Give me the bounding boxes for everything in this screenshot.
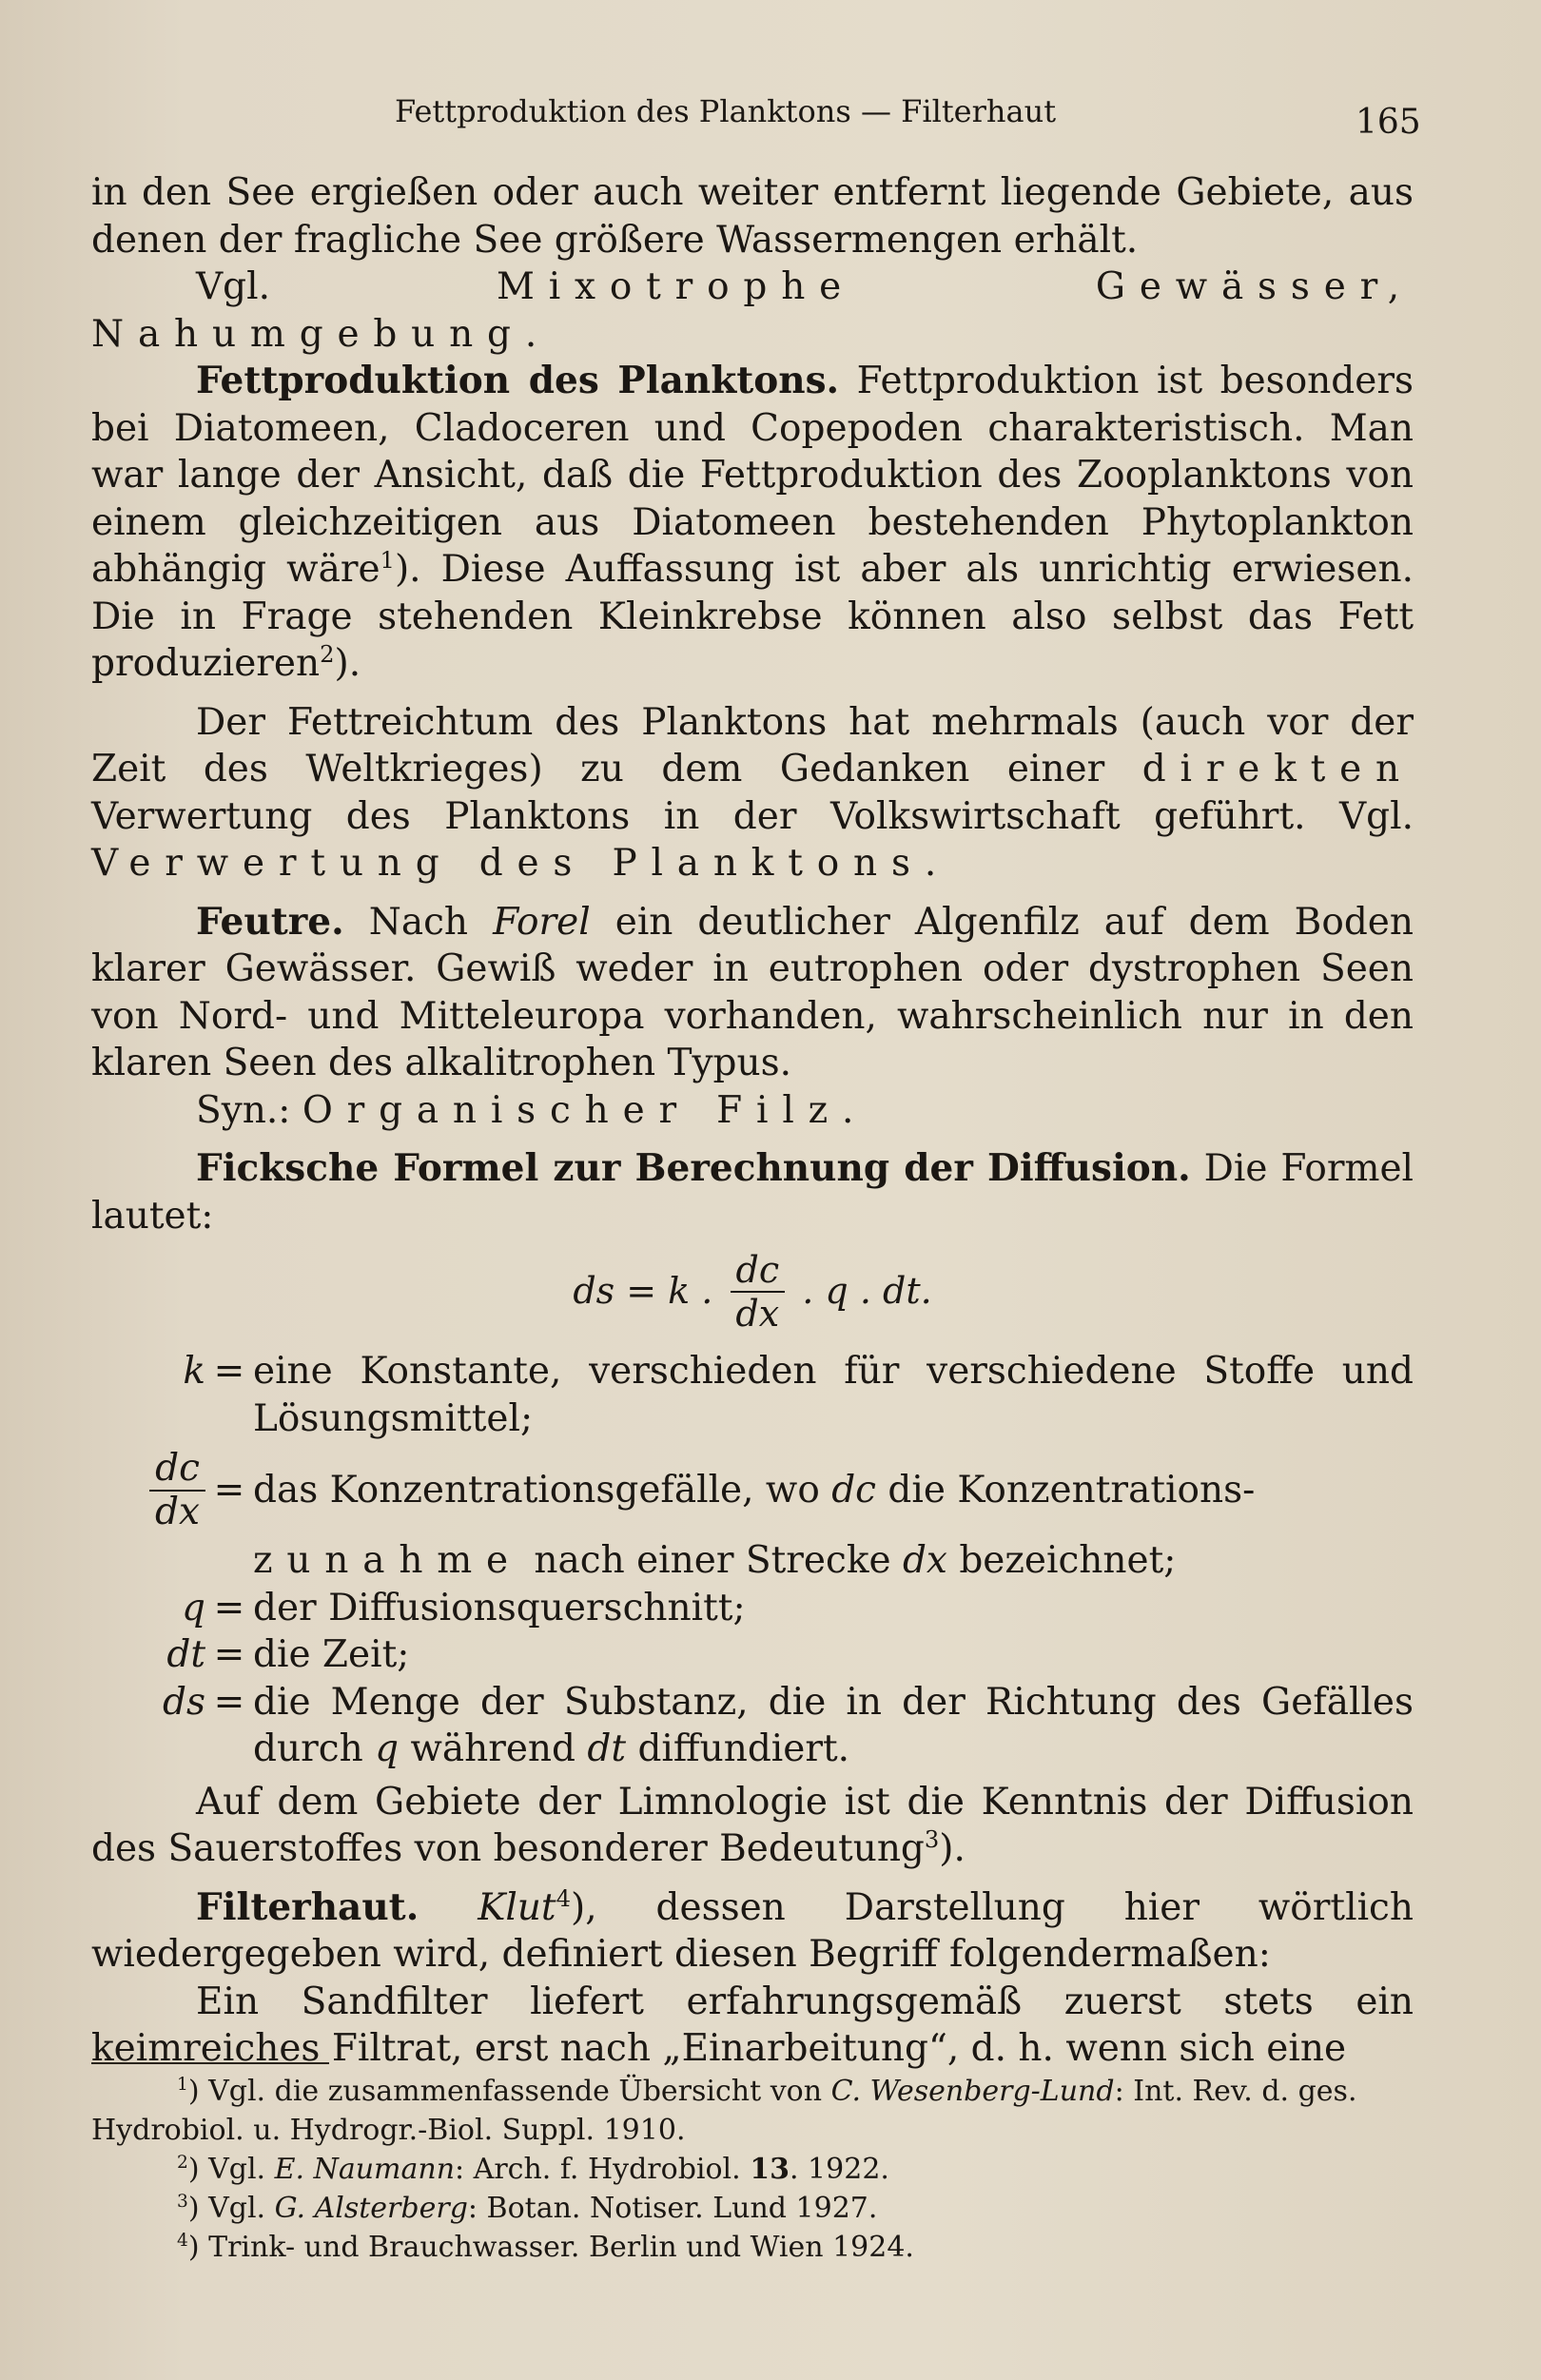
- entry-headword: Ficksche Formel zur Berechnung der Diffusion.: [196, 1146, 1191, 1190]
- formula-lhs: ds = k .: [573, 1270, 725, 1313]
- variable-symbol: ds: [163, 1680, 205, 1724]
- footnote-ref: 4: [556, 1884, 571, 1912]
- fraction-numerator: dc: [731, 1249, 786, 1293]
- variable-symbol: dt: [166, 1633, 205, 1676]
- footnote-rule: [91, 2062, 329, 2064]
- footnote-text: : Botan. Notiser. Lund 1927.: [467, 2192, 878, 2225]
- emphasis-spaced: direkten: [1141, 748, 1414, 790]
- entry-text: ).: [334, 642, 361, 685]
- inline-symbol: dx: [902, 1539, 947, 1582]
- definition-dcdx: [91, 1448, 1414, 1533]
- paragraph-text: in den See ergießen oder auch weiter entfernt liegende Gebiete, aus denen der fragliche See größere Wassermengen erhält.: [91, 171, 1414, 262]
- fraction-denominator: dx: [155, 1491, 200, 1533]
- paragraph-text: Auf dem Gebiete der Limnologie ist die Kenntnis der Diffusion des Sauerstoffes von besonderer Bedeutung: [91, 1780, 1414, 1870]
- footnote-text: ) Vgl. die zusammenfassende Übersicht von: [187, 2075, 831, 2108]
- equals-sign: =: [213, 1350, 245, 1393]
- footnote-1: [91, 2072, 1414, 2150]
- variable-description: [253, 1467, 1414, 1514]
- paragraph-text: Verwertung des Planktons in der Volkswirtschaft geführt. Vgl.: [91, 794, 1414, 838]
- footnote-text: ) Vgl.: [187, 2153, 275, 2186]
- variable-description: [253, 1679, 1414, 1773]
- author-name: Klut: [478, 1885, 556, 1929]
- running-header: Fettproduktion des Planktons — Filterhaut: [395, 93, 1057, 129]
- footnote-text: : Arch. f. Hydrobiol.: [455, 2153, 751, 2186]
- entry-headword: Filterhaut.: [196, 1884, 419, 1929]
- footnote-mark: 1: [177, 2075, 188, 2095]
- paragraph-text: Ein Sandfilter liefert erfahrungsgemäß zuerst stets ein keimreiches Filtrat, erst nach „Einarbeitung“, d. h. wenn sich eine: [91, 1980, 1414, 2070]
- description-text: nach einer Strecke: [521, 1539, 903, 1582]
- definition-k: [91, 1348, 1414, 1442]
- formula-rhs: . q . dt.: [790, 1270, 932, 1313]
- equals-sign: =: [213, 1469, 245, 1512]
- entry-text: Fettproduktion ist besonders bei Diatomeen, Cladoceren und Copepoden charakteristisch. Man war lange der Ansicht, daß die Fettproduktion des Zooplanktons von einem gleichzeitigen aus Diatomeen bestehenden Phytoplankton abhängig wäre: [91, 360, 1414, 591]
- definition-fraction: [149, 1448, 205, 1533]
- description-text: das Konzentrationsgefälle, wo: [253, 1469, 832, 1512]
- variable-description: der Diffusionsquerschnitt;: [253, 1586, 746, 1629]
- footnote-text: ) Vgl.: [187, 2192, 275, 2225]
- entry-text: Nach: [343, 900, 494, 944]
- definition-dt: [91, 1631, 1414, 1679]
- synonym-paragraph: [91, 1087, 1414, 1135]
- page-number: 165: [1356, 103, 1421, 142]
- variable-definitions: [91, 1348, 1414, 1773]
- variable-description: eine Konstante, verschieden für verschiedene Stoffe und Lösungsmittel;: [253, 1350, 1414, 1440]
- paragraph-fettreichtum: [91, 699, 1414, 888]
- author-name: E. Naumann: [274, 2153, 456, 2186]
- entry-feutre: [91, 899, 1414, 1087]
- paragraph-continuation: [91, 169, 1414, 263]
- emphasis-spaced: zunahme: [253, 1539, 522, 1582]
- equals-sign: =: [213, 1680, 245, 1724]
- description-text: während: [399, 1727, 588, 1770]
- volume-number: 13: [750, 2153, 790, 2186]
- footnote-text: : Int. Rev. d. ges. Hydrobiol. u. Hydrogr.-Biol. Suppl. 1910.: [91, 2075, 1357, 2147]
- vgl-label: Vgl.: [196, 265, 497, 308]
- equals-sign: =: [213, 1586, 245, 1629]
- footnote-2: [91, 2150, 1414, 2189]
- variable-description: die Zeit;: [253, 1633, 410, 1676]
- description-text: die Menge der Substanz, die in der Richtung des Gefälles durch: [253, 1680, 1414, 1770]
- fraction-numerator: dc: [149, 1448, 205, 1492]
- description-text: die Konzentrations-: [876, 1469, 1256, 1512]
- fick-formula: [91, 1249, 1414, 1335]
- definition-q: [91, 1585, 1414, 1632]
- cross-reference: Mixotrophe Gewässer, Nahumgebung.: [91, 265, 1414, 356]
- footnote-mark: 3: [177, 2192, 188, 2212]
- inline-symbol: dc: [831, 1469, 877, 1512]
- inline-symbol: dt: [587, 1727, 627, 1770]
- definition-ds: [91, 1679, 1414, 1773]
- spacer: [419, 1886, 478, 1929]
- entry-text: ein deutlicher Algenfilz auf dem Boden klarer Gewässer. Gewiß weder in eutrophen oder dystrophen Seen von Nord- und Mitteleuropa vorhanden, wahrscheinlich nur in den klaren Seen des alkalitrophen Typus.: [91, 900, 1414, 1084]
- cross-reference-paragraph: [91, 263, 1414, 358]
- entry-ficksche-formel: [91, 1145, 1414, 1239]
- paragraph-limnologie: [91, 1779, 1414, 1873]
- footnote-mark: 2: [177, 2153, 188, 2173]
- entry-text: Die Formel lautet:: [91, 1147, 1414, 1238]
- paragraph-sandfilter: [91, 1979, 1414, 2073]
- footnote-text: . 1922.: [789, 2153, 889, 2186]
- entry-headword: Feutre.: [196, 899, 344, 944]
- paragraph-text: ).: [939, 1827, 966, 1870]
- description-text: diffundiert.: [626, 1727, 850, 1770]
- entry-fettproduktion: [91, 358, 1414, 688]
- footnote-3: [91, 2189, 1414, 2228]
- cross-reference: Verwertung des Planktons.: [91, 842, 951, 885]
- author-name: Forel: [493, 900, 591, 944]
- synonym-reference: Organischer Filz.: [302, 1088, 868, 1132]
- variable-symbol: q: [182, 1586, 205, 1629]
- equals-sign: =: [213, 1633, 245, 1676]
- footnotes: [91, 2072, 1414, 2267]
- footnote-ref: 3: [924, 1826, 940, 1853]
- paragraph-text: Der Fettreichtum des Planktons hat mehrmals (auch vor der Zeit des Weltkrieges) zu dem Gedanken einer: [91, 700, 1414, 790]
- author-name: C. Wesenberg-Lund: [830, 2075, 1115, 2108]
- variable-description: [253, 1537, 1414, 1585]
- fraction-denominator: dx: [735, 1293, 780, 1335]
- definition-dcdx-continued: [91, 1537, 1414, 1585]
- footnote-text: ) Trink- und Brauchwasser. Berlin und Wien 1924.: [187, 2231, 914, 2264]
- footnote-mark: 4: [177, 2231, 188, 2251]
- main-text: [91, 169, 1414, 2073]
- inline-symbol: q: [375, 1727, 400, 1770]
- entry-text: ), dessen Darstellung hier wörtlich wiedergegeben wird, definiert diesen Begriff folgendermaßen:: [91, 1885, 1414, 1976]
- description-text: bezeichnet;: [946, 1539, 1177, 1582]
- variable-symbol: k: [183, 1350, 205, 1393]
- footnote-4: [91, 2228, 1414, 2267]
- variable-symbol: [91, 1448, 205, 1533]
- footnote-ref: 2: [320, 641, 335, 668]
- entry-headword: Fettproduktion des Planktons.: [196, 359, 840, 402]
- formula-fraction: [730, 1249, 785, 1335]
- footnote-ref: 1: [380, 547, 395, 574]
- author-name: G. Alsterberg: [274, 2192, 468, 2225]
- syn-label: Syn.:: [196, 1088, 302, 1132]
- entry-filterhaut: [91, 1884, 1414, 1979]
- entry-text: ). Diese Auffassung ist aber als unrichtig erwiesen. Die in Frage stehenden Kleinkrebse können also selbst das Fett produzieren: [91, 548, 1414, 685]
